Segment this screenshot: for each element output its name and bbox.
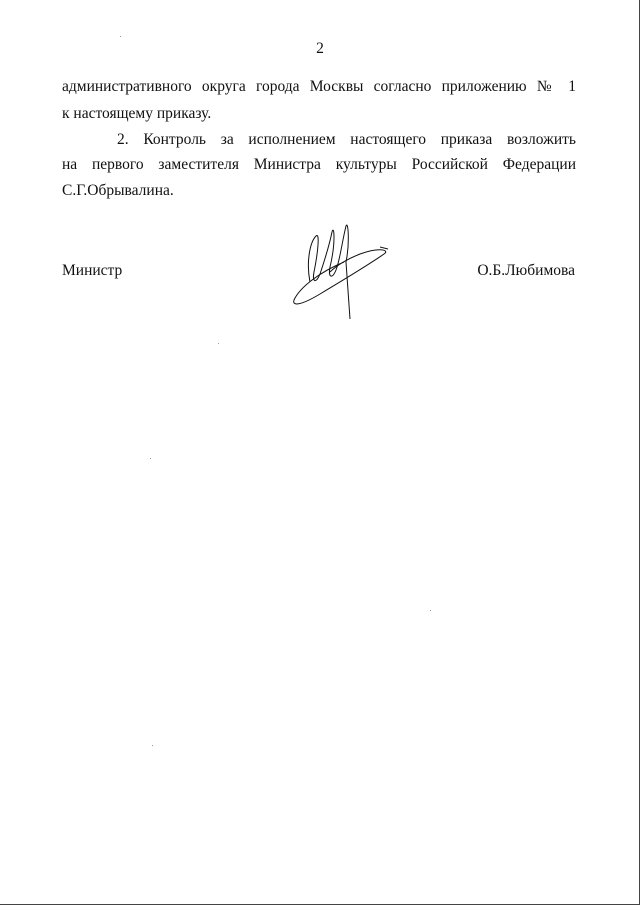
paragraph-line: С.Г.Обрывалина. — [62, 182, 174, 199]
paragraph-line: 2. Контроль за исполнением настоящего приказа возложить — [117, 131, 576, 148]
paragraph-line: на первого заместителя Министра культуры Российской Федерации — [62, 156, 576, 173]
paragraph-line: к настоящему приказу. — [62, 105, 212, 122]
scan-speck — [152, 745, 153, 746]
scan-speck — [218, 343, 219, 344]
signatory-title: Министр — [62, 262, 123, 279]
scan-speck — [430, 610, 431, 611]
scan-speck — [120, 36, 121, 37]
handwritten-signature — [280, 222, 400, 322]
page-number: 2 — [316, 40, 324, 57]
scan-speck — [150, 458, 151, 459]
signatory-name: О.Б.Любимова — [477, 262, 575, 279]
paragraph-line: административного округа города Москвы согласно приложению № 1 — [62, 78, 576, 95]
